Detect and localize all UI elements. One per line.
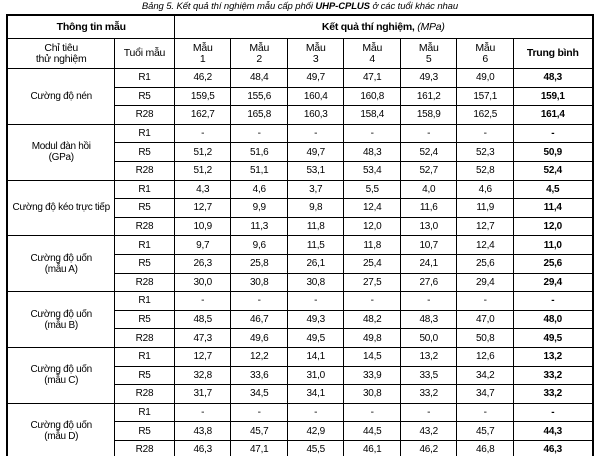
sample-age-cell: R1	[114, 180, 174, 199]
result-value-cell: 48,2	[344, 310, 401, 329]
table-row	[7, 180, 592, 199]
result-value-cell: 160,8	[344, 87, 401, 106]
sample-age-cell: R5	[114, 143, 174, 162]
table-row	[7, 403, 592, 422]
header-row-columns	[7, 39, 592, 69]
result-value-cell: 162,7	[174, 106, 231, 125]
result-value-cell: 27,5	[344, 273, 401, 292]
header-sample-3: Mẫu 3	[287, 39, 344, 69]
result-value-cell: 46,1	[344, 440, 401, 456]
result-value-cell: -	[457, 292, 514, 311]
sample-age-cell: R1	[114, 69, 174, 88]
result-value-cell: 45,7	[457, 422, 514, 441]
result-value-cell: 43,8	[174, 422, 231, 441]
result-value-cell: 158,9	[400, 106, 457, 125]
result-value-cell: 11,3	[231, 217, 288, 236]
table-row	[7, 292, 592, 311]
result-value-cell: 33,9	[344, 366, 401, 385]
result-value-cell: 46,2	[400, 440, 457, 456]
result-value-cell: 51,2	[174, 143, 231, 162]
result-value-cell: 25,6	[457, 254, 514, 273]
table-row	[7, 347, 592, 366]
result-value-cell: 12,7	[174, 199, 231, 218]
result-value-cell: 33,2	[400, 385, 457, 404]
average-value-cell: 4,5	[513, 180, 592, 199]
sample-age-cell: R28	[114, 106, 174, 125]
result-value-cell: 12,0	[344, 217, 401, 236]
sample-age-cell: R5	[114, 199, 174, 218]
result-value-cell: 9,6	[231, 236, 288, 255]
sample-age-cell: R28	[114, 161, 174, 180]
result-value-cell: -	[174, 292, 231, 311]
result-value-cell: -	[287, 292, 344, 311]
result-value-cell: 33,5	[400, 366, 457, 385]
sample-age-cell: R5	[114, 366, 174, 385]
result-value-cell: 11,8	[344, 236, 401, 255]
sample-age-cell: R5	[114, 422, 174, 441]
header-sample-4: Mẫu 4	[344, 39, 401, 69]
result-value-cell: 11,9	[457, 199, 514, 218]
result-value-cell: 9,7	[174, 236, 231, 255]
header-sample-5: Mẫu 5	[400, 39, 457, 69]
table-row	[7, 124, 592, 143]
result-value-cell: 33,6	[231, 366, 288, 385]
result-value-cell: 44,5	[344, 422, 401, 441]
average-value-cell: 161,4	[513, 106, 592, 125]
result-value-cell: 34,7	[457, 385, 514, 404]
test-criteria-label: Cường độ uốn (mẫu D)	[7, 403, 114, 456]
result-value-cell: 46,7	[231, 310, 288, 329]
header-sample-2: Mẫu 2	[231, 39, 288, 69]
result-value-cell: 9,9	[231, 199, 288, 218]
result-value-cell: 157,1	[457, 87, 514, 106]
result-value-cell: 46,8	[457, 440, 514, 456]
result-value-cell: 49,8	[344, 329, 401, 348]
result-value-cell: 49,7	[287, 143, 344, 162]
result-value-cell: 155,6	[231, 87, 288, 106]
header-test-results-label: Kết quả thí nghiệm,	[321, 20, 415, 33]
result-value-cell: 25,4	[344, 254, 401, 273]
result-value-cell: 47,1	[344, 69, 401, 88]
result-value-cell: 52,7	[400, 161, 457, 180]
result-value-cell: 48,5	[174, 310, 231, 329]
result-value-cell: 49,3	[287, 310, 344, 329]
result-value-cell: -	[344, 124, 401, 143]
result-value-cell: 13,0	[400, 217, 457, 236]
result-value-cell: 10,7	[400, 236, 457, 255]
result-value-cell: 52,8	[457, 161, 514, 180]
test-criteria-label: Modul đàn hồi (GPa)	[7, 124, 114, 180]
result-value-cell: 48,3	[400, 310, 457, 329]
caption-text-after: ở các tuổi khác nhau	[369, 1, 459, 12]
result-value-cell: 50,8	[457, 329, 514, 348]
result-value-cell: 53,1	[287, 161, 344, 180]
sample-age-cell: R28	[114, 385, 174, 404]
result-value-cell: 45,5	[287, 440, 344, 456]
result-value-cell: 4,0	[400, 180, 457, 199]
result-value-cell: 43,2	[400, 422, 457, 441]
result-value-cell: 4,3	[174, 180, 231, 199]
test-criteria-label: Cường độ uốn (mẫu B)	[7, 292, 114, 348]
sample-age-cell: R1	[114, 236, 174, 255]
average-value-cell: 44,3	[513, 422, 592, 441]
result-value-cell: 31,7	[174, 385, 231, 404]
header-test-results	[174, 15, 592, 39]
result-value-cell: 53,4	[344, 161, 401, 180]
result-value-cell: -	[231, 403, 288, 422]
sample-age-cell: R28	[114, 440, 174, 456]
result-value-cell: 160,3	[287, 106, 344, 125]
result-value-cell: 12,7	[174, 347, 231, 366]
result-value-cell: -	[344, 292, 401, 311]
result-value-cell: 32,8	[174, 366, 231, 385]
result-value-cell: 5,5	[344, 180, 401, 199]
result-value-cell: 26,1	[287, 254, 344, 273]
result-value-cell: -	[287, 124, 344, 143]
average-value-cell: -	[513, 403, 592, 422]
table-caption	[0, 1, 600, 13]
sample-age-cell: R28	[114, 273, 174, 292]
result-value-cell: -	[457, 124, 514, 143]
result-value-cell: -	[344, 403, 401, 422]
result-value-cell: -	[231, 292, 288, 311]
header-average: Trung bình	[513, 39, 592, 69]
average-value-cell: 52,4	[513, 161, 592, 180]
average-value-cell: 11,4	[513, 199, 592, 218]
result-value-cell: 165,8	[231, 106, 288, 125]
result-value-cell: -	[287, 403, 344, 422]
result-value-cell: 52,3	[457, 143, 514, 162]
result-value-cell: 48,4	[231, 69, 288, 88]
result-value-cell: 12,4	[344, 199, 401, 218]
result-value-cell: -	[231, 124, 288, 143]
result-value-cell: 26,3	[174, 254, 231, 273]
average-value-cell: -	[513, 292, 592, 311]
sample-age-cell: R5	[114, 254, 174, 273]
average-value-cell: 13,2	[513, 347, 592, 366]
result-value-cell: 30,8	[344, 385, 401, 404]
result-value-cell: 160,4	[287, 87, 344, 106]
result-value-cell: 46,2	[174, 69, 231, 88]
sample-age-cell: R1	[114, 403, 174, 422]
result-value-cell: 52,4	[400, 143, 457, 162]
result-value-cell: 47,3	[174, 329, 231, 348]
sample-age-cell: R5	[114, 87, 174, 106]
average-value-cell: 48,0	[513, 310, 592, 329]
sample-age-cell: R28	[114, 329, 174, 348]
sample-age-cell: R28	[114, 217, 174, 236]
result-value-cell: 31,0	[287, 366, 344, 385]
result-value-cell: 11,8	[287, 217, 344, 236]
result-value-cell: 34,1	[287, 385, 344, 404]
header-row-groups	[7, 15, 592, 39]
result-value-cell: 4,6	[457, 180, 514, 199]
average-value-cell: 46,3	[513, 440, 592, 456]
result-value-cell: 49,5	[287, 329, 344, 348]
test-criteria-label: Cường độ uốn (mẫu C)	[7, 347, 114, 403]
result-value-cell: 48,3	[344, 143, 401, 162]
header-test-criteria: Chỉ tiêu thử nghiệm	[7, 39, 114, 69]
header-sample-info: Thông tin mẫu	[7, 15, 174, 39]
caption-mix-name: UHP-CPLUS	[315, 1, 370, 12]
result-value-cell: 49,3	[400, 69, 457, 88]
result-value-cell: 30,0	[174, 273, 231, 292]
sample-age-cell: R1	[114, 292, 174, 311]
results-table	[6, 14, 593, 456]
header-sample-1: Mẫu 1	[174, 39, 231, 69]
average-value-cell: 159,1	[513, 87, 592, 106]
result-value-cell: 51,1	[231, 161, 288, 180]
average-value-cell: 12,0	[513, 217, 592, 236]
test-criteria-label: Cường độ kéo trực tiếp	[7, 180, 114, 236]
results-tbody	[7, 69, 592, 456]
average-value-cell: 33,2	[513, 385, 592, 404]
result-value-cell: 30,8	[287, 273, 344, 292]
table-row	[7, 69, 592, 88]
result-value-cell: 49,7	[287, 69, 344, 88]
result-value-cell: 49,6	[231, 329, 288, 348]
test-criteria-label: Cường độ nén	[7, 69, 114, 125]
result-value-cell: 161,2	[400, 87, 457, 106]
sample-age-cell: R1	[114, 124, 174, 143]
result-value-cell: 47,0	[457, 310, 514, 329]
result-value-cell: 159,5	[174, 87, 231, 106]
header-sample-age: Tuổi mẫu	[114, 39, 174, 69]
result-value-cell: 45,7	[231, 422, 288, 441]
result-value-cell: 10,9	[174, 217, 231, 236]
result-value-cell: 12,7	[457, 217, 514, 236]
result-value-cell: 13,2	[400, 347, 457, 366]
result-value-cell: 14,1	[287, 347, 344, 366]
result-value-cell: 46,3	[174, 440, 231, 456]
result-value-cell: 4,6	[231, 180, 288, 199]
test-criteria-label: Cường độ uốn (mẫu A)	[7, 236, 114, 292]
result-value-cell: 11,6	[400, 199, 457, 218]
sample-age-cell: R5	[114, 310, 174, 329]
average-value-cell: 49,5	[513, 329, 592, 348]
header-sample-6: Mẫu 6	[457, 39, 514, 69]
table-row	[7, 236, 592, 255]
result-value-cell: 27,6	[400, 273, 457, 292]
result-value-cell: 25,8	[231, 254, 288, 273]
result-value-cell: 158,4	[344, 106, 401, 125]
result-value-cell: 49,0	[457, 69, 514, 88]
result-value-cell: 12,6	[457, 347, 514, 366]
result-value-cell: 24,1	[400, 254, 457, 273]
result-value-cell: 11,5	[287, 236, 344, 255]
result-value-cell: -	[174, 403, 231, 422]
result-value-cell: 34,5	[231, 385, 288, 404]
average-value-cell: 48,3	[513, 69, 592, 88]
average-value-cell: -	[513, 124, 592, 143]
result-value-cell: -	[400, 292, 457, 311]
result-value-cell: 50,0	[400, 329, 457, 348]
caption-text-before: Bảng 5. Kết quả thí nghiệm mẫu cấp phối	[141, 1, 316, 12]
average-value-cell: 33,2	[513, 366, 592, 385]
result-value-cell: 3,7	[287, 180, 344, 199]
result-value-cell: 12,2	[231, 347, 288, 366]
result-value-cell: 30,8	[231, 273, 288, 292]
result-value-cell: -	[400, 124, 457, 143]
average-value-cell: 50,9	[513, 143, 592, 162]
header-test-results-unit: (MPa)	[417, 20, 445, 33]
result-value-cell: 47,1	[231, 440, 288, 456]
result-value-cell: -	[457, 403, 514, 422]
average-value-cell: 29,4	[513, 273, 592, 292]
result-value-cell: 29,4	[457, 273, 514, 292]
result-value-cell: 9,8	[287, 199, 344, 218]
result-value-cell: 162,5	[457, 106, 514, 125]
result-value-cell: 14,5	[344, 347, 401, 366]
result-value-cell: 51,6	[231, 143, 288, 162]
result-value-cell: 12,4	[457, 236, 514, 255]
average-value-cell: 25,6	[513, 254, 592, 273]
result-value-cell: -	[400, 403, 457, 422]
result-value-cell: -	[174, 124, 231, 143]
average-value-cell: 11,0	[513, 236, 592, 255]
results-table-head	[7, 15, 592, 69]
sample-age-cell: R1	[114, 347, 174, 366]
result-value-cell: 42,9	[287, 422, 344, 441]
result-value-cell: 51,2	[174, 161, 231, 180]
result-value-cell: 34,2	[457, 366, 514, 385]
